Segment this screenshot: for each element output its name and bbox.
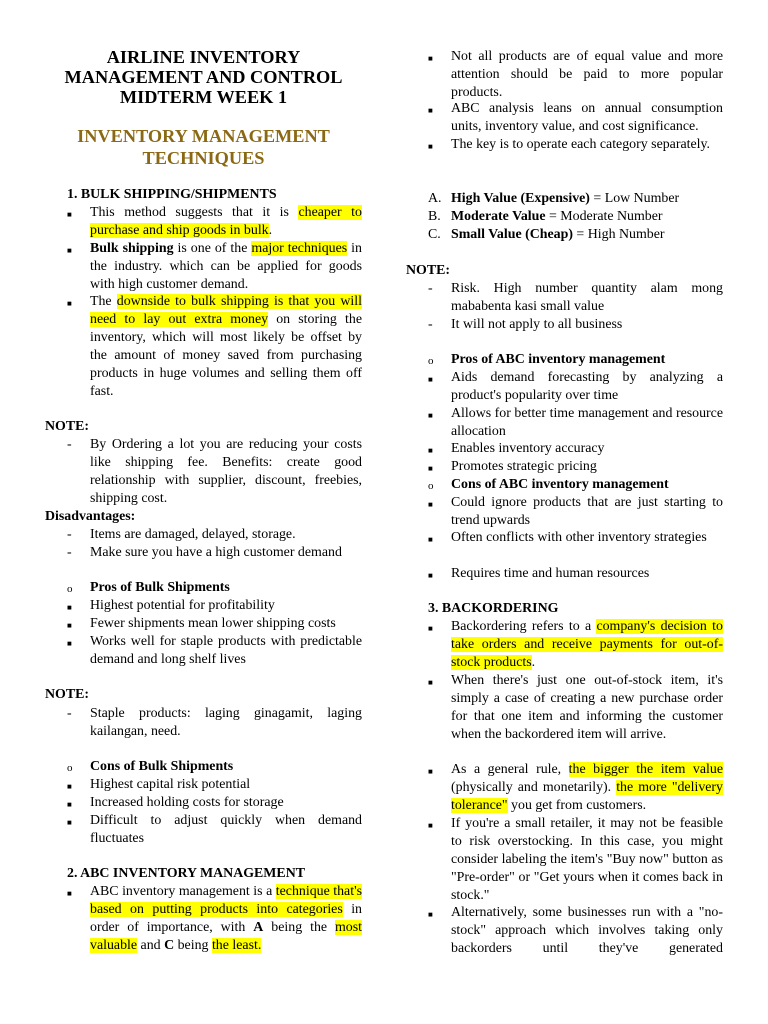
bullet-icon: ■ [67,603,72,612]
text: = Moderate Number [545,209,663,224]
bulk-pro-3: Works well for staple products with predictable demand and long shelf lives [90,634,362,667]
bulk-con-2: Increased holding costs for storage [90,795,284,810]
back-bullet-1 [451,618,723,672]
title-line-3: MIDTERM WEEK 1 [119,87,288,107]
note-label: NOTE: [406,263,450,278]
dash-marker: - [67,437,72,452]
text: (physically and monetarily). [451,780,617,795]
highlight: company's decision to take orders and receive payments for out-of-stock products [451,619,723,670]
text: . [268,223,273,238]
bulk-bullet-2 [90,240,362,294]
abc-bullet-1 [90,883,362,955]
circle-bullet-icon: o [67,583,73,595]
bullet-icon: ■ [67,299,72,308]
highlight: most valuable [90,920,363,953]
abc-right-bullet-2: ABC analysis leans on annual consumption units, inventory value, and cost significance. [451,101,723,134]
bullet-icon: ■ [428,106,433,115]
section-subtitle [45,125,362,169]
text: Backordering refers to a [451,619,597,634]
abc-con-1: Could ignore products that are just starting to trend upwards [451,495,723,528]
note-label: NOTE: [45,419,89,434]
text: being [174,938,212,953]
circle-bullet-icon: o [67,762,73,774]
abc-con-2: Often conflicts with other inventory strategies [451,530,707,545]
bullet-icon: ■ [428,446,433,455]
bulk-con-3: Difficult to adjust quickly when demand fluctuates [90,813,362,846]
highlight: the more "delivery tolerance" [451,780,723,813]
abc-note-1: Risk. High number quantity alam mong mababenta kasi small value [451,281,723,314]
bulk-bullet-3 [90,293,362,401]
bullet-icon: ■ [67,818,72,827]
text: . [531,655,536,670]
text: ABC inventory management is a [90,884,276,899]
bold-text: Bulk shipping [90,241,174,256]
abc-right-bullet-1: Not all products are of equal value and more attention should be paid to more popular products. [451,49,723,100]
highlight: technique that's based on putting products into categories [90,884,362,917]
title-line-1: AIRLINE INVENTORY [106,47,301,67]
bullet-icon: ■ [428,767,433,776]
abc-pros-label: Pros of ABC inventory management [451,352,666,367]
circle-bullet-icon: o [428,480,434,492]
bold-text: Moderate Value [451,209,546,224]
text: on storing the inventory, which will most likely be offset by the amount of money saved from purchasing products in huge volumes and selling them off fast. [90,312,362,399]
abc-pro-4: Promotes strategic pricing [451,459,597,474]
highlight: major techniques [251,241,348,256]
text: being the [263,920,335,935]
bold-text: C [164,938,175,953]
dash-marker: - [67,545,72,560]
text: The [90,294,117,309]
bullet-icon: ■ [67,246,72,255]
bulk-pro-2: Fewer shipments mean lower shipping costs [90,616,336,631]
bullet-icon: ■ [428,571,433,580]
bullet-icon: ■ [428,464,433,473]
bullet-icon: ■ [428,678,433,687]
document-title [45,47,362,107]
abc-pro-2: Allows for better time management and resource allocation [451,406,723,439]
highlight: cheaper to purchase and ship goods in bulk [90,205,362,238]
category-letter: C. [428,227,441,242]
bold-text: A [253,920,264,935]
back-bullet-4: If you're a small retailer, it may not be feasible to risk overstocking. In this case, you might consider labeling the item's "Buy now" button as "Pre-order" or "Get yours when it comes back in stock." [451,816,723,903]
abc-right-bullet-3: The key is to operate each category separately. [451,137,711,152]
abc-pro-3: Enables inventory accuracy [451,441,605,456]
dash-marker: - [67,527,72,542]
disadvantages-label: Disadvantages: [45,509,136,524]
category-b [451,208,723,226]
bulk-cons-label: Cons of Bulk Shipments [90,759,234,774]
bulk-heading: 1. BULK SHIPPING/SHIPMENTS [67,187,277,202]
category-letter: A. [428,191,442,206]
bulk-con-1: Highest capital risk potential [90,777,251,792]
bullet-icon: ■ [428,411,433,420]
bulk-note-1: By Ordering a lot you are reducing your costs like shipping fee. Benefits: create good relationship with supplier, discount, freebies, shipping cost. [90,437,362,506]
bullet-icon: ■ [67,210,72,219]
abc-cons-label: Cons of ABC inventory management [451,477,669,492]
circle-bullet-icon: o [428,355,434,367]
bullet-icon: ■ [67,800,72,809]
dash-marker: - [428,317,433,332]
text: = High Number [572,227,665,242]
text: As a general rule, [451,762,569,777]
bulk-note-2: Staple products: laging ginagamit, laging kailangan, need. [90,706,362,739]
text: you get from customers. [507,798,647,813]
bold-text: Small Value (Cheap) [451,227,573,242]
bullet-icon: ■ [428,500,433,509]
back-bullet-3 [451,761,723,815]
category-a [451,190,723,208]
highlight: the least. [211,938,262,953]
bulk-pro-1: Highest potential for profitability [90,598,275,613]
bullet-icon: ■ [67,889,72,898]
text: is one of the [173,241,252,256]
abc-note-2: It will not apply to all business [451,317,623,332]
text: in the industry. which can be applied for goods with high customer demand. [90,241,362,292]
category-c [451,226,723,244]
abc-con-3: Requires time and human resources [451,566,650,581]
subtitle-line-2: TECHNIQUES [142,148,265,168]
back-bullet-5: Alternatively, some businesses run with a "no-stock" approach which involves taking only backorders until they've generated [451,905,723,956]
text: in order of importance, with [90,902,362,935]
backordering-heading: 3. BACKORDERING [428,601,559,616]
bullet-icon: ■ [428,821,433,830]
highlight: the bigger the item value [568,762,723,777]
disadvantage-2: Make sure you have a high customer demand [90,545,342,560]
dash-marker: - [428,281,433,296]
dash-marker: - [67,706,72,721]
back-bullet-2: When there's just one out-of-stock item, it's simply a case of creating a new purchase order for that one item and informing the customer when the backordered item will arrive. [451,673,723,742]
subtitle-line-1: INVENTORY MANAGEMENT [77,126,330,146]
abc-pro-1: Aids demand forecasting by analyzing a product's popularity over time [451,370,723,403]
bullet-icon: ■ [428,624,433,633]
disadvantage-1: Items are damaged, delayed, storage. [90,527,296,542]
text: This method suggests that it is [90,205,299,220]
bullet-icon: ■ [428,54,433,63]
bullet-icon: ■ [67,639,72,648]
bullet-icon: ■ [428,375,433,384]
note-label: NOTE: [45,687,89,702]
bullet-icon: ■ [67,621,72,630]
text: = Low Number [589,191,680,206]
abc-heading: 2. ABC INVENTORY MANAGEMENT [67,866,305,881]
highlight: downside to bulk shipping is that you will need to lay out extra money [90,294,362,327]
title-line-2: MANAGEMENT AND CONTROL [64,67,343,87]
bold-text: High Value (Expensive) [451,191,590,206]
bullet-icon: ■ [428,535,433,544]
bulk-pros-label: Pros of Bulk Shipments [90,580,230,595]
text: and [137,938,165,953]
category-letter: B. [428,209,441,224]
bullet-icon: ■ [67,782,72,791]
bulk-bullet-1 [90,204,362,240]
bullet-icon: ■ [428,142,433,151]
bullet-icon: ■ [428,910,433,919]
